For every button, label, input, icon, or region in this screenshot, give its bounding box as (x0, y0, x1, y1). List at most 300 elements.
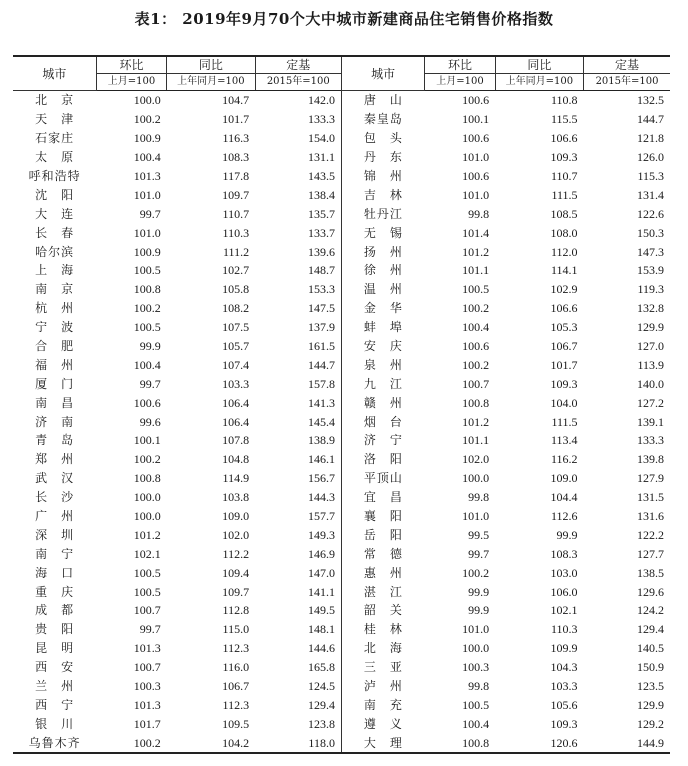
city-cell: 乌鲁木齐 (13, 733, 96, 753)
city-cell: 洛 阳 (363, 452, 403, 467)
mom-cell: 101.2 (462, 414, 490, 429)
yoy-cell: 113.4 (550, 433, 578, 448)
yoy-cell: 109.4 (222, 565, 250, 580)
mom-cell: 101.0 (462, 187, 490, 202)
base-cell: 119.3 (637, 282, 664, 297)
base-cell: 127.7 (637, 546, 664, 561)
base-cell: 156.7 (255, 469, 341, 488)
yoy-cell: 109.5 (222, 716, 250, 731)
city-cell: 赣 州 (363, 395, 403, 410)
city-cell: 牡丹江 (363, 206, 403, 221)
table-row (13, 299, 670, 318)
table-row (13, 507, 670, 526)
city-cell: 徐 州 (363, 263, 403, 278)
table-row (13, 563, 670, 582)
base-cell: 131.4 (637, 187, 664, 202)
table-row (13, 261, 670, 280)
mom-cell: 100.1 (462, 112, 490, 127)
mom-cell: 100.2 (462, 301, 490, 316)
base-cell: 150.3 (637, 225, 664, 240)
base-cell: 139.1 (637, 414, 664, 429)
base-cell: 149.5 (255, 601, 341, 620)
table-row (13, 601, 670, 620)
city-cell: 北 京 (35, 93, 75, 108)
city-cell: 九 江 (363, 376, 403, 391)
table-row (13, 714, 670, 733)
city-cell: 沈 阳 (35, 187, 75, 202)
yoy-cell: 110.8 (550, 93, 578, 108)
base-cell: 124.5 (255, 677, 341, 696)
city-cell: 福 州 (35, 357, 75, 372)
table-row (13, 450, 670, 469)
base-cell: 131.5 (637, 490, 664, 505)
mom-cell: 101.3 (133, 169, 161, 183)
city-cell: 大 理 (341, 733, 424, 753)
base-cell: 147.0 (255, 563, 341, 582)
base-cell: 140.0 (637, 376, 664, 391)
base-cell: 143.5 (255, 167, 341, 186)
city-cell: 遵 义 (363, 716, 403, 731)
base-cell: 144.3 (255, 488, 341, 507)
city-cell: 长 沙 (35, 490, 75, 505)
yoy-cell: 111.2 (222, 244, 250, 259)
mom-cell: 99.9 (468, 603, 490, 618)
yoy-cell: 99.9 (556, 527, 578, 542)
city-cell: 扬 州 (363, 244, 403, 259)
yoy-cell: 109.0 (222, 509, 250, 524)
city-cell: 无 锡 (363, 225, 403, 240)
city-column-header: 城市 (341, 56, 424, 91)
table-row (13, 185, 670, 204)
table-row (13, 582, 670, 601)
mom-cell: 100.6 (462, 339, 490, 354)
table-row (13, 242, 670, 261)
table-row (13, 318, 670, 337)
city-cell: 烟 台 (363, 414, 403, 429)
base-cell: 147.5 (255, 299, 341, 318)
mom-cell: 100.5 (133, 565, 161, 580)
city-cell: 大 连 (35, 206, 75, 221)
mom-cell: 101.2 (462, 244, 490, 259)
city-cell: 宜 昌 (363, 490, 403, 505)
city-cell: 南 昌 (35, 395, 75, 410)
city-cell: 蚌 埠 (363, 320, 403, 335)
base-cell: 131.6 (637, 509, 664, 524)
base-cell: 139.8 (637, 452, 664, 467)
base-cell: 127.0 (637, 339, 664, 354)
mom-cell: 101.3 (133, 641, 161, 656)
table-header (13, 56, 670, 91)
city-cell: 桂 林 (363, 622, 403, 637)
yoy-cell: 109.7 (222, 187, 250, 202)
city-cell: 岳 阳 (363, 527, 403, 542)
city-cell: 成 都 (35, 603, 75, 618)
yoy-cell: 107.8 (222, 433, 250, 448)
table-row (13, 355, 670, 374)
city-cell: 呼和浩特 (28, 169, 81, 183)
mom-cell: 102.0 (462, 452, 490, 467)
yoy-cell: 102.7 (222, 263, 250, 278)
mom-cell: 100.0 (462, 641, 490, 656)
mom-cell: 100.2 (96, 733, 166, 753)
yoy-cell: 109.3 (550, 376, 578, 391)
base-cell: 141.3 (255, 393, 341, 412)
base-cell: 129.9 (637, 320, 664, 335)
mom-cell: 100.5 (462, 282, 490, 297)
base-cell: 149.3 (255, 525, 341, 544)
city-cell: 海 口 (35, 565, 75, 580)
base-cell: 145.4 (255, 412, 341, 431)
yoy-cell: 110.7 (550, 169, 578, 183)
table-row (13, 204, 670, 223)
mom-cell: 101.4 (462, 225, 490, 240)
base-cell: 139.6 (255, 242, 341, 261)
base-cell: 123.8 (255, 714, 341, 733)
base-cell: 144.7 (637, 112, 664, 127)
mom-cell: 100.6 (462, 131, 490, 146)
yoy-cell: 106.6 (550, 301, 578, 316)
base-subheader: 2015年=100 (255, 74, 341, 91)
city-cell: 温 州 (363, 282, 403, 297)
city-cell: 北 海 (363, 641, 403, 656)
city-cell: 西 宁 (35, 697, 75, 712)
yoy-cell: 109.3 (550, 716, 578, 731)
base-column-header: 定基 (255, 56, 341, 74)
base-cell: 144.7 (255, 355, 341, 374)
table-row (13, 677, 670, 696)
city-cell: 太 原 (35, 150, 75, 165)
base-cell: 161.5 (255, 337, 341, 356)
base-subheader: 2015年=100 (584, 74, 670, 91)
yoy-cell: 101.7 (222, 112, 250, 127)
mom-cell: 101.0 (462, 622, 490, 637)
yoy-cell: 108.0 (550, 225, 578, 240)
mom-cell: 100.5 (133, 263, 161, 278)
yoy-cell: 106.7 (550, 339, 578, 354)
city-cell: 常 德 (363, 546, 403, 561)
city-cell: 湛 江 (363, 584, 403, 599)
base-cell: 147.3 (637, 244, 664, 259)
yoy-cell: 109.7 (222, 584, 250, 599)
mom-cell: 100.2 (462, 357, 490, 372)
mom-cell: 100.5 (133, 320, 161, 335)
mom-cell: 100.5 (133, 584, 161, 599)
yoy-cell: 106.7 (222, 679, 250, 694)
city-cell: 金 华 (363, 301, 403, 316)
base-cell: 148.1 (255, 620, 341, 639)
yoy-cell: 115.5 (550, 112, 578, 127)
yoy-cell: 106.4 (222, 414, 250, 429)
mom-cell: 100.7 (133, 603, 161, 618)
city-cell: 银 川 (35, 716, 75, 731)
mom-cell: 100.4 (462, 716, 490, 731)
yoy-cell: 104.0 (550, 395, 578, 410)
base-cell: 121.8 (637, 131, 664, 146)
city-cell: 合 肥 (35, 339, 75, 354)
base-cell: 157.8 (255, 374, 341, 393)
yoy-cell: 110.7 (222, 206, 250, 221)
table-row (13, 337, 670, 356)
base-cell: 129.6 (637, 584, 664, 599)
base-cell: 127.9 (637, 471, 664, 486)
yoy-cell: 108.3 (222, 150, 250, 165)
yoy-cell: 104.2 (167, 733, 255, 753)
yoy-cell: 102.0 (222, 527, 250, 542)
mom-cell: 100.4 (133, 150, 161, 165)
yoy-cell: 112.2 (222, 546, 250, 561)
yoy-cell: 114.1 (550, 263, 578, 278)
city-column-header: 城市 (13, 56, 96, 91)
table-row (13, 733, 670, 753)
yoy-column-header: 同比 (495, 56, 583, 74)
base-cell: 148.7 (255, 261, 341, 280)
mom-cell: 101.0 (462, 509, 490, 524)
city-cell: 石家庄 (35, 131, 75, 146)
city-cell: 广 州 (35, 509, 75, 524)
base-cell: 138.5 (637, 565, 664, 580)
table-row (13, 374, 670, 393)
base-cell: 138.4 (255, 185, 341, 204)
city-cell: 哈尔滨 (35, 244, 75, 259)
table-row (13, 167, 670, 186)
yoy-cell: 120.6 (495, 733, 583, 753)
base-cell: 123.5 (637, 679, 664, 694)
mom-cell: 101.1 (462, 433, 490, 448)
city-cell: 厦 门 (35, 376, 75, 391)
city-cell: 泸 州 (363, 679, 403, 694)
base-cell: 144.6 (255, 639, 341, 658)
base-cell: 131.1 (255, 148, 341, 167)
base-cell: 144.9 (584, 733, 670, 753)
yoy-cell: 104.4 (550, 490, 578, 505)
table-row (13, 223, 670, 242)
mom-cell: 99.9 (139, 339, 161, 354)
city-cell: 平顶山 (363, 471, 403, 486)
city-cell: 韶 关 (363, 603, 403, 618)
city-cell: 吉 林 (363, 187, 403, 202)
mom-cell: 101.0 (462, 150, 490, 165)
price-index-table (13, 55, 670, 754)
table-row (13, 412, 670, 431)
mom-cell: 100.8 (133, 471, 161, 486)
mom-cell: 99.8 (468, 206, 490, 221)
table-title: 表1： 2019年9月70个大中城市新建商品住宅销售价格指数 (134, 10, 554, 28)
table-row (13, 696, 670, 715)
city-cell: 济 宁 (363, 433, 403, 448)
base-cell: 129.2 (637, 716, 664, 731)
yoy-cell: 103.0 (550, 565, 578, 580)
yoy-cell: 103.8 (222, 490, 250, 505)
mom-cell: 99.8 (468, 490, 490, 505)
base-cell: 141.1 (255, 582, 341, 601)
table-row (13, 525, 670, 544)
yoy-cell: 106.0 (550, 584, 578, 599)
yoy-cell: 102.9 (550, 282, 578, 297)
base-cell: 138.9 (255, 431, 341, 450)
base-cell: 113.9 (637, 357, 664, 372)
yoy-cell: 112.6 (550, 509, 578, 524)
base-cell: 157.7 (255, 507, 341, 526)
mom-cell: 100.9 (133, 131, 161, 146)
yoy-cell: 104.7 (222, 93, 250, 108)
mom-subheader: 上月=100 (96, 74, 166, 91)
base-cell: 133.3 (637, 433, 664, 448)
yoy-cell: 105.7 (222, 339, 250, 354)
yoy-cell: 105.6 (550, 697, 578, 712)
table-row (13, 469, 670, 488)
city-cell: 南 京 (35, 282, 75, 297)
city-cell: 杭 州 (35, 301, 75, 316)
city-cell: 西 安 (35, 660, 75, 675)
yoy-cell: 108.2 (222, 301, 250, 316)
base-cell: 150.9 (637, 660, 664, 675)
table-row (13, 280, 670, 299)
yoy-cell: 101.7 (550, 357, 578, 372)
yoy-cell: 111.5 (551, 187, 578, 202)
table-row (13, 620, 670, 639)
mom-cell: 101.3 (133, 697, 161, 712)
yoy-cell: 109.0 (550, 471, 578, 486)
mom-cell: 100.0 (133, 490, 161, 505)
mom-cell: 100.0 (462, 471, 490, 486)
mom-cell: 100.2 (133, 452, 161, 467)
city-cell: 重 庆 (35, 584, 75, 599)
yoy-cell: 103.3 (550, 679, 578, 694)
mom-cell: 99.7 (139, 376, 161, 391)
city-cell: 秦皇岛 (363, 112, 403, 127)
yoy-cell: 112.3 (222, 697, 250, 712)
yoy-cell: 116.0 (222, 660, 250, 675)
base-cell: 129.4 (637, 622, 664, 637)
base-cell: 122.2 (637, 527, 664, 542)
table-row (13, 544, 670, 563)
city-cell: 南 充 (363, 697, 403, 712)
yoy-cell: 108.5 (550, 206, 578, 221)
base-cell: 137.9 (255, 318, 341, 337)
mom-cell: 100.9 (133, 244, 161, 259)
table-row (13, 91, 670, 110)
base-cell: 115.3 (637, 169, 664, 183)
mom-cell: 101.2 (133, 527, 161, 542)
base-column-header: 定基 (584, 56, 670, 74)
city-cell: 襄 阳 (363, 509, 403, 524)
mom-cell: 100.2 (133, 112, 161, 127)
mom-cell: 100.4 (133, 357, 161, 372)
yoy-cell: 104.8 (222, 452, 250, 467)
yoy-cell: 112.0 (550, 244, 578, 259)
mom-cell: 100.3 (462, 660, 490, 675)
mom-cell: 100.0 (133, 93, 161, 108)
yoy-subheader: 上年同月=100 (167, 74, 255, 91)
city-cell: 宁 波 (35, 320, 75, 335)
yoy-column-header: 同比 (167, 56, 255, 74)
base-cell: 146.9 (255, 544, 341, 563)
mom-cell: 100.7 (462, 376, 490, 391)
yoy-cell: 115.0 (222, 622, 250, 637)
mom-cell: 99.7 (139, 622, 161, 637)
mom-cell: 100.8 (462, 395, 490, 410)
mom-cell: 100.2 (133, 301, 161, 316)
mom-cell: 99.9 (468, 584, 490, 599)
yoy-cell: 116.3 (222, 131, 250, 146)
yoy-cell: 102.1 (550, 603, 578, 618)
base-cell: 135.7 (255, 204, 341, 223)
city-cell: 三 亚 (363, 660, 403, 675)
table-row (13, 431, 670, 450)
yoy-cell: 104.3 (550, 660, 578, 675)
yoy-cell: 106.4 (222, 395, 250, 410)
yoy-cell: 111.5 (551, 414, 578, 429)
base-cell: 154.0 (255, 129, 341, 148)
table-body (13, 91, 670, 754)
mom-cell: 100.2 (462, 565, 490, 580)
yoy-cell: 112.8 (222, 603, 250, 618)
city-cell: 唐 山 (363, 93, 403, 108)
yoy-cell: 107.4 (222, 357, 250, 372)
city-cell: 武 汉 (35, 471, 75, 486)
base-cell: 153.9 (637, 263, 664, 278)
mom-cell: 101.0 (133, 225, 161, 240)
mom-cell: 100.6 (462, 93, 490, 108)
city-cell: 惠 州 (363, 565, 403, 580)
base-cell: 133.3 (255, 110, 341, 129)
base-cell: 118.0 (255, 733, 341, 753)
mom-cell: 100.8 (425, 733, 495, 753)
yoy-cell: 117.8 (222, 169, 250, 183)
mom-cell: 99.7 (139, 206, 161, 221)
mom-cell: 101.7 (133, 716, 161, 731)
yoy-cell: 105.8 (222, 282, 250, 297)
yoy-cell: 114.9 (222, 471, 250, 486)
mom-cell: 102.1 (133, 546, 161, 561)
mom-column-header: 环比 (96, 56, 166, 74)
yoy-cell: 108.3 (550, 546, 578, 561)
base-cell: 132.5 (637, 93, 664, 108)
base-cell: 142.0 (255, 91, 341, 110)
mom-cell: 99.5 (468, 527, 490, 542)
base-cell: 153.3 (255, 280, 341, 299)
base-cell: 122.6 (637, 206, 664, 221)
table-row (13, 129, 670, 148)
mom-cell: 99.6 (139, 414, 161, 429)
city-cell: 丹 东 (363, 150, 403, 165)
mom-column-header: 环比 (425, 56, 495, 74)
base-cell: 127.2 (637, 395, 664, 410)
base-cell: 129.9 (637, 697, 664, 712)
city-cell: 兰 州 (35, 679, 75, 694)
yoy-cell: 112.3 (222, 641, 250, 656)
table-row (13, 148, 670, 167)
table-row (13, 658, 670, 677)
base-cell: 133.7 (255, 223, 341, 242)
mom-cell: 100.3 (133, 679, 161, 694)
base-cell: 126.0 (637, 150, 664, 165)
mom-cell: 100.0 (133, 509, 161, 524)
base-cell: 129.4 (255, 696, 341, 715)
city-cell: 包 头 (363, 131, 403, 146)
mom-cell: 101.0 (133, 187, 161, 202)
city-cell: 郑 州 (35, 452, 75, 467)
mom-cell: 100.5 (462, 697, 490, 712)
mom-cell: 100.8 (133, 282, 161, 297)
yoy-cell: 105.3 (550, 320, 578, 335)
mom-cell: 100.6 (133, 395, 161, 410)
mom-cell: 101.1 (462, 263, 490, 278)
mom-subheader: 上月=100 (425, 74, 495, 91)
mom-cell: 99.8 (468, 679, 490, 694)
city-cell: 贵 阳 (35, 622, 75, 637)
city-cell: 安 庆 (363, 339, 403, 354)
